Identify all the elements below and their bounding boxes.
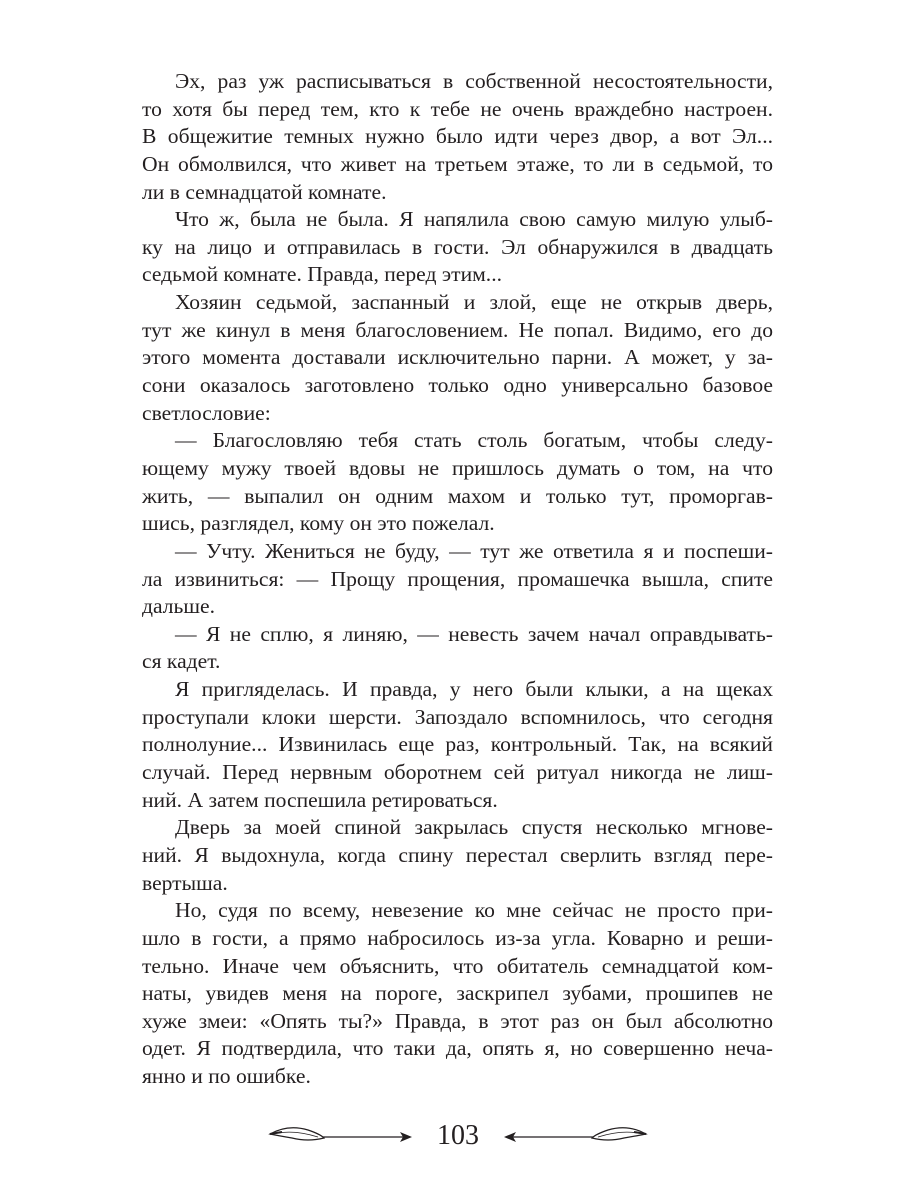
text-line: Хозяин седьмой, заспанный и злой, еще не открыв дверь, bbox=[175, 290, 773, 315]
text-line: — Я не сплю, я линяю, — невесть зачем начал оправдывать- bbox=[175, 621, 773, 646]
text-line: хуже змеи: «Опять ты?» Правда, в этот раз он был абсолютно bbox=[142, 1008, 773, 1033]
text-line: Он обмолвился, что живет на третьем этаже, то ли в седьмой, то bbox=[142, 151, 773, 176]
text-line: В общежитие темных нужно было идти через двор, а вот Эл... bbox=[142, 124, 773, 149]
text-line: ку на лицо и отправилась в гости. Эл обнаружился в двадцать bbox=[142, 234, 773, 259]
text-line: шло в гости, а прямо набросилось из-за угла. Коварно и реши- bbox=[142, 925, 773, 950]
text-line: этого момента доставали исключительно парни. А может, у за- bbox=[142, 345, 773, 370]
text-line: ла извиниться: — Прощу прощения, промашечка вышла, спите bbox=[142, 566, 773, 591]
text-line: Но, судя по всему, невезение ко мне сейчас не просто при- bbox=[175, 898, 773, 923]
text-line: ний. Я выдохнула, когда спину перестал сверлить взгляд пере- bbox=[142, 842, 773, 867]
page-footer bbox=[268, 1118, 648, 1158]
text-line: ся кадет. bbox=[142, 649, 221, 674]
text-line: вертыша. bbox=[142, 870, 228, 895]
text-line: жить, — выпалил он одним махом и только тут, проморгав- bbox=[142, 483, 773, 508]
text-line: Что ж, была не была. Я напялила свою самую милую улыб- bbox=[175, 207, 773, 232]
page-number: 103 bbox=[437, 1120, 479, 1151]
text-line: полнолуние... Извинилась еще раз, контрольный. Так, на всякий bbox=[142, 732, 773, 757]
paragraph bbox=[142, 897, 773, 1090]
text-line: Я пригляделась. И правда, у него были клыки, а на щеках bbox=[175, 677, 773, 702]
text-line: тут же кинул в меня благословением. Не попал. Видимо, его до bbox=[142, 317, 773, 342]
text-line: седьмой комнате. Правда, перед этим... bbox=[142, 262, 502, 287]
text-line: янно и по ошибке. bbox=[142, 1064, 311, 1089]
text-line: случай. Перед нервным оборотнем сей ритуал никогда не лиш- bbox=[142, 760, 773, 785]
paragraph bbox=[142, 621, 773, 676]
text-line: сони оказалось заготовлено только одно универсально базовое bbox=[142, 373, 773, 398]
text-line: тельно. Иначе чем объяснить, что обитатель семнадцатой ком- bbox=[142, 953, 773, 978]
text-line: ли в семнадцатой комнате. bbox=[142, 179, 387, 204]
text-line: — Благословляю тебя стать столь богатым, чтобы следу- bbox=[175, 428, 773, 453]
paragraph bbox=[142, 206, 773, 289]
text-line: одет. Я подтвердила, что таки да, опять я, но совершенно неча- bbox=[142, 1036, 773, 1061]
paragraph bbox=[142, 676, 773, 814]
text-line: то хотя бы перед тем, кто к тебе не очень враждебно настроен. bbox=[142, 96, 773, 121]
paragraph bbox=[142, 814, 773, 897]
text-line: Эх, раз уж расписываться в собственной несостоятельности, bbox=[175, 69, 773, 93]
text-line: дальше. bbox=[142, 594, 215, 619]
paragraph bbox=[142, 68, 773, 206]
text-line: Дверь за моей спиной закрылась спустя несколько мгнове- bbox=[175, 815, 773, 840]
page-body-text bbox=[142, 68, 773, 1091]
text-line: — Учту. Жениться не буду, — тут же ответила я и поспеши- bbox=[175, 538, 773, 563]
text-line: светлословие: bbox=[142, 400, 271, 425]
paragraph bbox=[142, 538, 773, 621]
text-line: ний. А затем поспешила ретироваться. bbox=[142, 787, 498, 812]
text-line: шись, разглядел, кому он это пожелал. bbox=[142, 511, 495, 536]
text-line: проступали клоки шерсти. Запоздало вспомнилось, что сегодня bbox=[142, 704, 773, 729]
paragraph bbox=[142, 289, 773, 427]
text-line: ющему мужу твоей вдовы не пришлось думать о том, на что bbox=[142, 455, 773, 480]
paragraph bbox=[142, 427, 773, 538]
text-line: наты, увидев меня на пороге, заскрипел зубами, прошипев не bbox=[142, 981, 773, 1006]
